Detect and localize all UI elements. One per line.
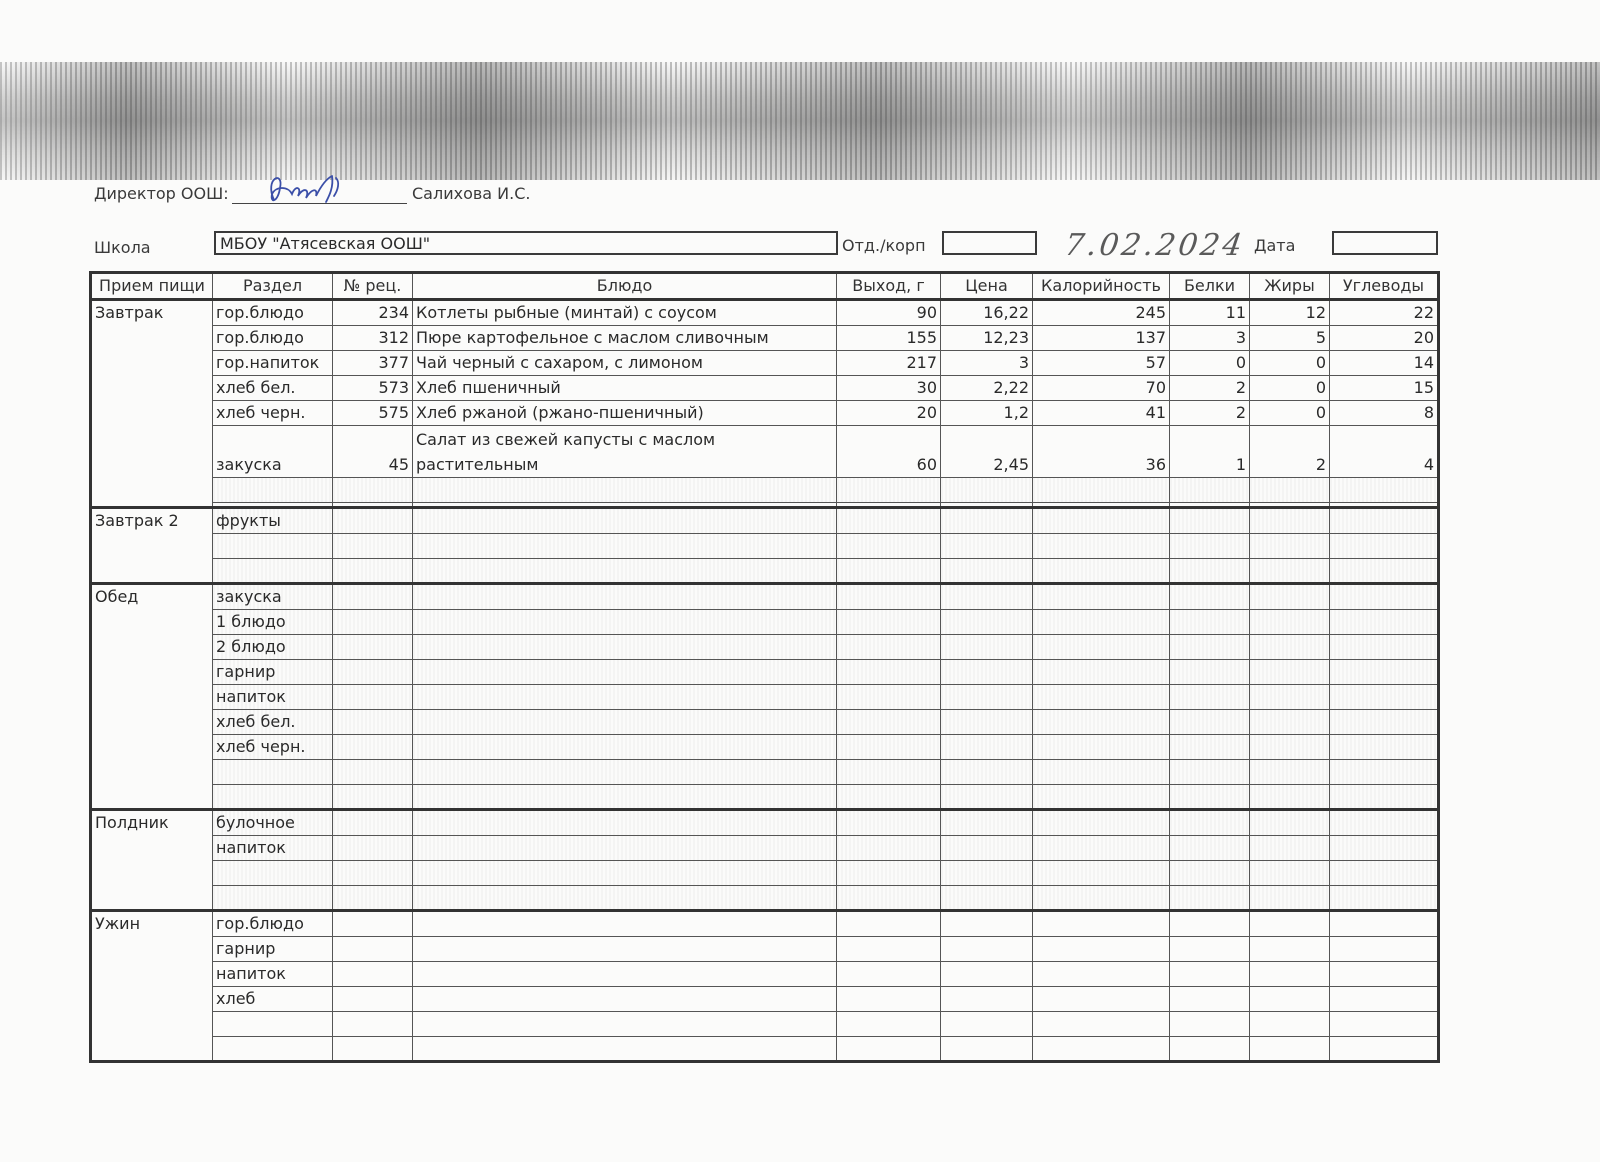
section-cell: гор.блюдо (213, 326, 333, 351)
section-cell: булочное (213, 810, 333, 836)
carbs-cell: 4 (1330, 426, 1439, 478)
section-cell: хлеб черн. (213, 401, 333, 426)
recipe-cell: 573 (333, 376, 413, 401)
section-cell: напиток (213, 685, 333, 710)
table-row (91, 610, 1439, 635)
col-header-kcal: Калорийность (1033, 273, 1170, 300)
meal-breakfast2: Завтрак 2 (91, 508, 213, 584)
director-signature-icon (262, 168, 352, 212)
table-row (91, 710, 1439, 735)
kcal-cell: 70 (1033, 376, 1170, 401)
fat-cell: 2 (1250, 426, 1330, 478)
price-cell: 12,23 (941, 326, 1033, 351)
table-row (91, 886, 1439, 911)
col-header-recipe: № рец. (333, 273, 413, 300)
table-row (91, 559, 1439, 584)
kcal-cell: 57 (1033, 351, 1170, 376)
protein-cell: 1 (1170, 426, 1250, 478)
director-label: Директор ООШ: (94, 184, 229, 203)
col-header-section: Раздел (213, 273, 333, 300)
price-cell: 1,2 (941, 401, 1033, 426)
price-cell: 2,22 (941, 376, 1033, 401)
table-row (91, 426, 1439, 478)
date-label: Дата (1254, 236, 1296, 255)
table-row (91, 911, 1439, 937)
col-header-carbs: Углеводы (1330, 273, 1439, 300)
carbs-cell: 8 (1330, 401, 1439, 426)
school-field (214, 231, 838, 255)
table-row (91, 735, 1439, 760)
kcal-cell: 245 (1033, 300, 1170, 326)
school-value: МБОУ "Атясевская ООШ" (220, 234, 431, 253)
price-cell: 2,45 (941, 426, 1033, 478)
fat-cell: 5 (1250, 326, 1330, 351)
protein-cell: 0 (1170, 351, 1250, 376)
dish-cell: Чай черный с сахаром, с лимоном (413, 351, 837, 376)
price-cell: 16,22 (941, 300, 1033, 326)
section-cell: гарнир (213, 660, 333, 685)
recipe-cell: 45 (333, 426, 413, 478)
carbs-cell: 20 (1330, 326, 1439, 351)
carbs-cell: 14 (1330, 351, 1439, 376)
table-row (91, 635, 1439, 660)
section-cell: 1 блюдо (213, 610, 333, 635)
protein-cell: 2 (1170, 376, 1250, 401)
col-header-dish: Блюдо (413, 273, 837, 300)
section-cell: закуска (213, 584, 333, 610)
dish-cell: Хлеб ржаной (ржано-пшеничный) (413, 401, 837, 426)
table-row (91, 376, 1439, 401)
col-header-yield: Выход, г (837, 273, 941, 300)
section-cell: фрукты (213, 508, 333, 534)
kcal-cell: 137 (1033, 326, 1170, 351)
section-cell: хлеб бел. (213, 710, 333, 735)
recipe-cell: 377 (333, 351, 413, 376)
protein-cell: 3 (1170, 326, 1250, 351)
section-cell: гор.блюдо (213, 300, 333, 326)
scan-artifact-band (0, 62, 1600, 180)
section-cell: хлеб бел. (213, 376, 333, 401)
fat-cell: 12 (1250, 300, 1330, 326)
meal-dinner: Ужин (91, 911, 213, 1062)
table-row (91, 937, 1439, 962)
protein-cell: 11 (1170, 300, 1250, 326)
dept-field (942, 231, 1037, 255)
table-row (91, 326, 1439, 351)
table-row (91, 836, 1439, 861)
yield-cell: 30 (837, 376, 941, 401)
table-row (91, 584, 1439, 610)
table-row (91, 534, 1439, 559)
fat-cell: 0 (1250, 376, 1330, 401)
table-row (91, 351, 1439, 376)
table-row (91, 401, 1439, 426)
section-cell: гор.блюдо (213, 911, 333, 937)
table-header-row (91, 273, 1439, 300)
section-cell: гарнир (213, 937, 333, 962)
table-row (91, 987, 1439, 1012)
meal-breakfast: Завтрак (91, 300, 213, 508)
col-header-protein: Белки (1170, 273, 1250, 300)
meal-lunch: Обед (91, 584, 213, 810)
kcal-cell: 41 (1033, 401, 1170, 426)
protein-cell: 2 (1170, 401, 1250, 426)
handwritten-date: 7.02.2024 (1062, 228, 1248, 263)
section-cell: хлеб (213, 987, 333, 1012)
dish-cell: Пюре картофельное с маслом сливочным (413, 326, 837, 351)
yield-cell: 60 (837, 426, 941, 478)
dish-cell: Салат из свежей капусты с маслом растительным (413, 426, 837, 478)
yield-cell: 20 (837, 401, 941, 426)
fat-cell: 0 (1250, 401, 1330, 426)
date-field (1332, 231, 1438, 255)
dish-cell: Котлеты рыбные (минтай) с соусом (413, 300, 837, 326)
section-cell: 2 блюдо (213, 635, 333, 660)
yield-cell: 155 (837, 326, 941, 351)
table-row (91, 760, 1439, 785)
yield-cell: 217 (837, 351, 941, 376)
carbs-cell: 15 (1330, 376, 1439, 401)
table-row (91, 1037, 1439, 1062)
table-row (91, 660, 1439, 685)
table-row (91, 1012, 1439, 1037)
recipe-cell: 312 (333, 326, 413, 351)
recipe-cell: 234 (333, 300, 413, 326)
col-header-price: Цена (941, 273, 1033, 300)
price-cell: 3 (941, 351, 1033, 376)
dish-cell: Хлеб пшеничный (413, 376, 837, 401)
table-row (91, 810, 1439, 836)
section-cell: напиток (213, 962, 333, 987)
table-row (91, 861, 1439, 886)
table-row (91, 478, 1439, 503)
carbs-cell: 22 (1330, 300, 1439, 326)
yield-cell: 90 (837, 300, 941, 326)
kcal-cell: 36 (1033, 426, 1170, 478)
recipe-cell: 575 (333, 401, 413, 426)
section-cell: закуска (213, 426, 333, 478)
table-row (91, 785, 1439, 810)
fat-cell: 0 (1250, 351, 1330, 376)
director-name: Салихова И.С. (412, 184, 531, 203)
col-header-meal: Прием пищи (91, 273, 213, 300)
col-header-fat: Жиры (1250, 273, 1330, 300)
dept-label: Отд./корп (842, 236, 926, 255)
section-cell: хлеб черн. (213, 735, 333, 760)
table-row (91, 300, 1439, 326)
meal-snack: Полдник (91, 810, 213, 911)
table-row (91, 685, 1439, 710)
school-label: Школа (94, 238, 151, 257)
section-cell: гор.напиток (213, 351, 333, 376)
table-row (91, 962, 1439, 987)
section-cell: напиток (213, 836, 333, 861)
table-row (91, 508, 1439, 534)
menu-table (89, 271, 1440, 1063)
